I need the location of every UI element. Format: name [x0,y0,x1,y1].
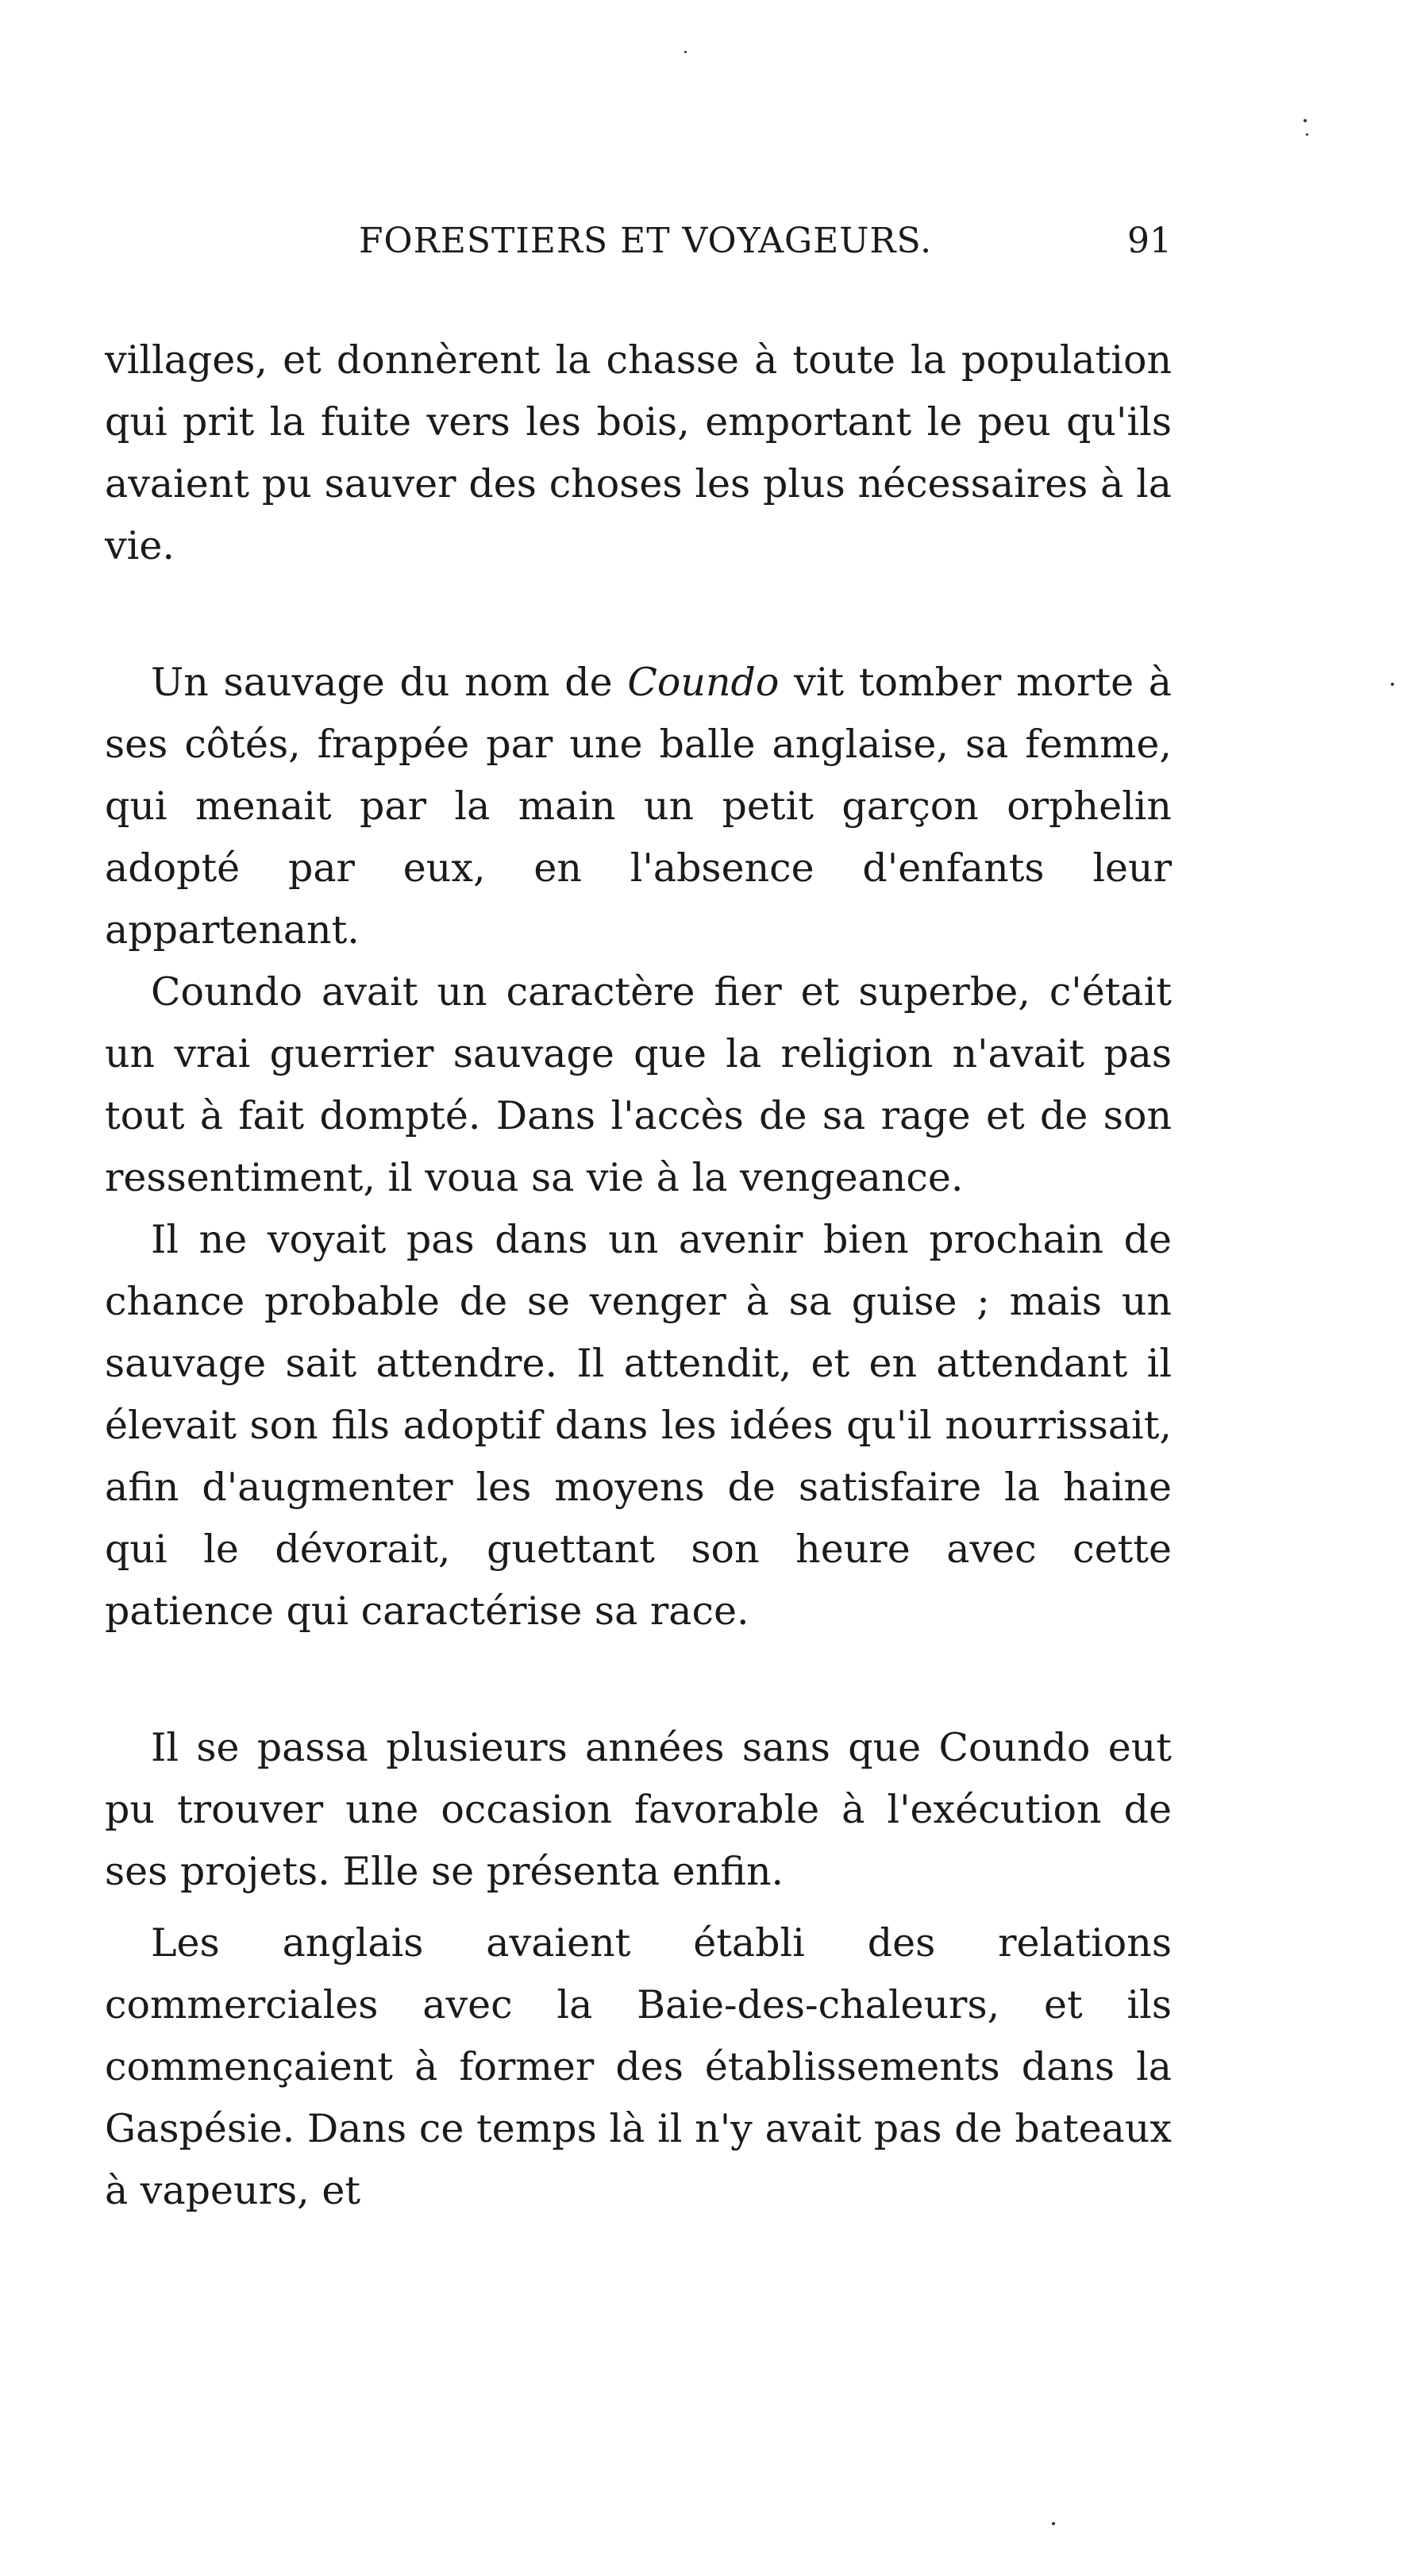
page-header [359,221,1172,276]
paragraph-3: Coundo avait un caractère fier et superbe, c'était un vrai guerrier sauvage que la religion n'avait pas tout à fait dompté. Dans l'accès de sa rage et de son ressentiment, il voua sa vie à la vengeance. [105,969,1172,1200]
body-text [105,329,1172,2222]
name-coundo-italic: Coundo [627,660,780,705]
scan-speck-upper-right [1304,119,1307,122]
paragraph-1: villages, et donnèrent la chasse à toute la population qui prit la fuite vers les bois, emportant le peu qu'ils avaient pu sauver des choses les plus nécessaires à la vie. [105,337,1172,568]
scan-speck-margin-right [1391,683,1394,686]
paragraph-6: Les anglais avaient établi des relations commerciales avec la Baie-des-chaleurs, et ils commençaient à former des établissements dans la Gaspésie. Dans ce temps là il n'y avait pas de bateaux à vapeurs, et [105,1920,1172,2213]
scan-speck-top [684,51,687,53]
page-number: 91 [1127,221,1172,261]
paragraph-2-start: Un sauvage du nom de [151,660,628,705]
paragraph-2-end: vit tomber morte à ses côtés, frappée par une balle anglaise, sa femme, qui menait par la main un petit garçon orphelin adopté par eux, en l'absence d'enfants leur appartenant. [105,660,1172,953]
paragraph-2 [105,652,1172,961]
paragraph-5: Il se passa plusieurs années sans que Coundo eut pu trouver une occasion favorable à l'exécution de ses projets. Elle se présenta enfin. [105,1725,1172,1894]
scan-speck-upper-right-2 [1306,133,1308,136]
paragraph-4: Il ne voyait pas dans un avenir bien prochain de chance probable de se venger à sa guise ; mais un sauvage sait attendre. Il attendit, et en attendant il élevait son fils adoptif dans les idées qu'il nourrissait, afin d'augmenter les moyens de satisfaire la haine qui le dévorait, guettant son heure avec cette patience qui caractérise sa race. [105,1217,1172,1634]
scan-speck-bottom [1052,2522,1055,2525]
running-title: FORESTIERS ET VOYAGEURS. [359,221,933,261]
